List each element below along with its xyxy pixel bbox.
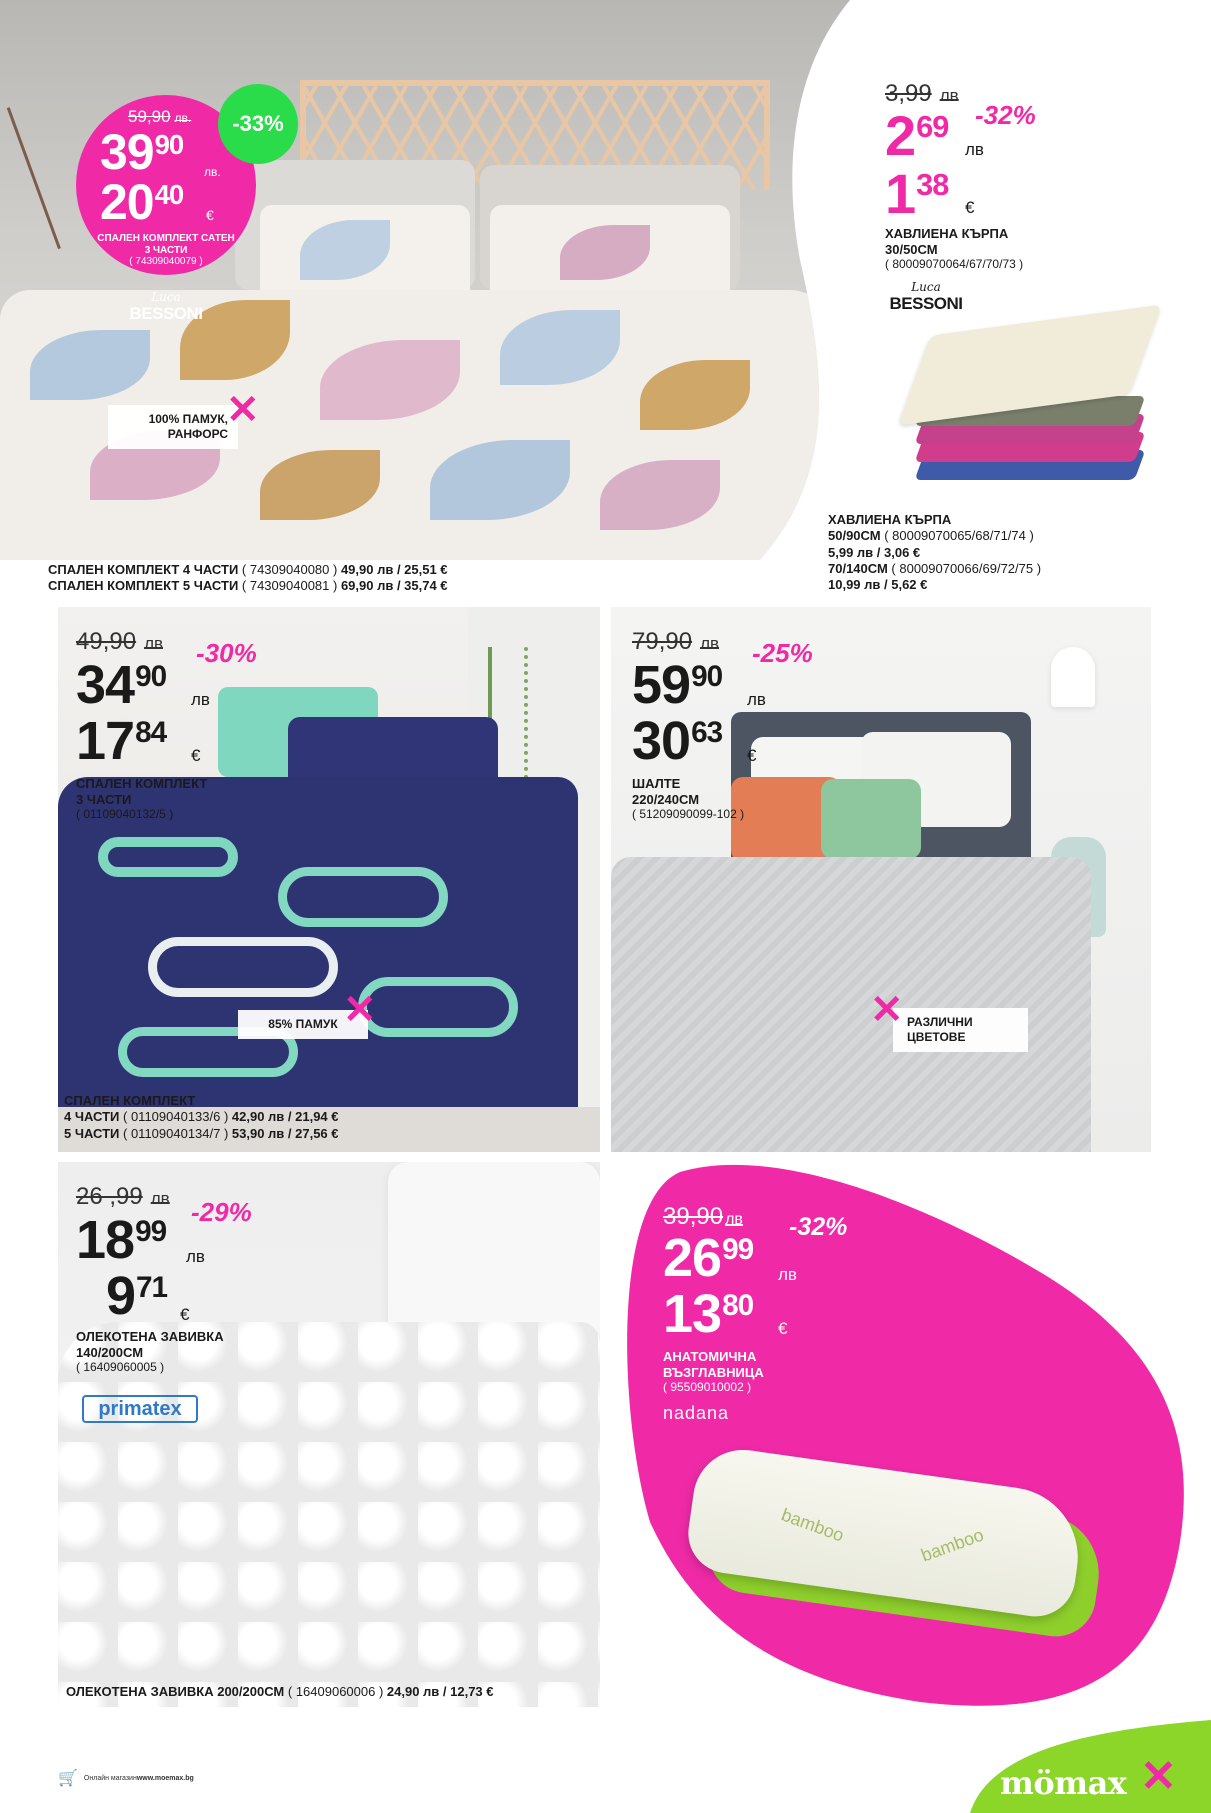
eur-sup: 63: [691, 716, 723, 749]
price-main: 26: [663, 1228, 722, 1288]
satin-variants: [48, 562, 448, 595]
eur-sup: 40: [154, 179, 184, 210]
x-marker-icon: ✕: [870, 988, 904, 1032]
nadana-logo: nadana: [663, 1403, 730, 1423]
material-tag-satin: [108, 405, 238, 449]
price-sup: 90: [135, 660, 167, 693]
product-name-2: 3 ЧАСТИ: [76, 791, 132, 807]
price-main: 2: [885, 104, 916, 167]
product-name: АНАТОМИЧНА: [663, 1349, 757, 1364]
variant-code: ( 01109040134/7 ): [119, 1125, 232, 1141]
product-code: ( 95509010002 ): [663, 1380, 752, 1395]
variant-price: 42,90 лв / 21,94 €: [231, 1109, 339, 1125]
eur-sup: 80: [722, 1289, 754, 1322]
variant-code: ( 80009070066/69/72/75 ): [887, 560, 1042, 576]
discount-text: -29%: [191, 1197, 252, 1227]
pillow-print: bamboo: [778, 1504, 847, 1546]
tag-line-2: ЦВЕТОВЕ: [907, 1030, 966, 1044]
price-sup: 90: [154, 129, 184, 160]
price-sup: 69: [916, 109, 949, 144]
eur-main: 17: [76, 711, 135, 771]
variant-size: 50/90СМ: [828, 528, 881, 544]
old-price: 49,90: [76, 628, 137, 655]
old-price: 3,99: [885, 80, 932, 107]
colors-tag-bedspread: [893, 1008, 1028, 1052]
cart-icon: 🛒: [58, 1770, 78, 1787]
eur-sup: 38: [916, 167, 949, 202]
variant-code: ( 16409060006 ): [284, 1684, 387, 1699]
variant-price: 10,99 лв / 5,62 €: [828, 577, 928, 592]
variant-price: 24,90 лв / 12,73 €: [386, 1684, 494, 1699]
variant-name: ОЛЕКОТЕНА ЗАВИВКА 200/200СМ: [66, 1684, 285, 1699]
eur-unit: €: [965, 198, 975, 217]
price-sup: 99: [722, 1233, 754, 1266]
price-unit: лв: [965, 140, 984, 159]
variant-price: 53,90 лв / 27,56 €: [231, 1125, 339, 1141]
towel-price-block: [885, 80, 1185, 280]
eur-main: 13: [663, 1284, 722, 1344]
variant-label: 4 ЧАСТИ: [64, 1109, 120, 1125]
satin-set-photo: [0, 0, 850, 560]
variant-label: 5 ЧАСТИ: [64, 1125, 120, 1141]
towel-photo: [890, 300, 1170, 510]
product-name: СПАЛЕН КОМПЛЕКТ: [76, 776, 208, 791]
momax-logo[interactable]: [1000, 1764, 1126, 1802]
product-name-2: 220/240СМ: [632, 791, 700, 807]
variant-size: 70/140СМ: [828, 560, 888, 576]
tag-line: 85% ПАМУК: [268, 1017, 338, 1031]
product-name: ОЛЕКОТЕНА ЗАВИВКА: [76, 1329, 224, 1344]
old-price: 79,90: [632, 628, 693, 655]
eur-unit: €: [747, 746, 757, 765]
product-name: ШАЛТЕ: [632, 776, 681, 791]
product-name: СПАЛЕН КОМПЛЕКТ САТЕН: [97, 233, 235, 244]
old-price-unit: лв: [150, 1189, 170, 1208]
eur-main: 20: [100, 174, 154, 230]
old-price-unit: лв.: [174, 111, 192, 125]
product-code: ( 74309040079 ): [129, 256, 203, 267]
discount-text: -32%: [975, 100, 1036, 130]
price-unit: лв: [186, 1247, 205, 1266]
variant-price: 69,90 лв / 35,74 €: [340, 578, 448, 594]
online-shop-link[interactable]: [58, 1768, 194, 1788]
eur-unit: €: [206, 207, 214, 223]
price-main: 34: [76, 655, 135, 715]
eur-sup: 84: [135, 716, 167, 749]
variant-price: 5,99 лв / 3,06 €: [828, 544, 921, 560]
product-name: ХАВЛИЕНА КЪРПА: [885, 226, 1009, 241]
eur-main: 1: [885, 162, 916, 225]
variant-code: ( 80009070065/68/71/74 ): [880, 528, 1034, 544]
eur-main: 9: [106, 1266, 136, 1326]
old-price-unit: лв: [939, 86, 959, 105]
product-name-2: 3 ЧАСТИ: [144, 244, 188, 256]
product-name-2: ВЪЗГЛАВНИЦА: [663, 1364, 764, 1380]
pillow-photo: [690, 1445, 1120, 1645]
discount-text: -30%: [196, 638, 257, 668]
product-code: ( 01109040132/5 ): [76, 807, 174, 822]
variant-code: ( 01109040133/6 ): [119, 1109, 232, 1125]
price-unit: лв: [191, 690, 210, 709]
shop-url: www.moemax.bg: [136, 1774, 194, 1782]
brand-name: primatex: [98, 1398, 182, 1420]
brand-name: BESSONI: [129, 304, 203, 323]
bessoni-logo: [125, 290, 207, 324]
tag-line-1: 100% ПАМУК,: [148, 412, 228, 426]
eur-unit: €: [180, 1305, 190, 1324]
old-price: 26 ,99: [76, 1183, 143, 1210]
old-price: 59,90: [128, 107, 171, 126]
variant-code: ( 74309040080 ): [238, 562, 341, 577]
price-unit: лв: [778, 1265, 797, 1284]
eur-sup: 71: [136, 1271, 168, 1304]
price-unit: лв.: [204, 165, 221, 179]
eur-unit: €: [778, 1319, 788, 1338]
old-price-unit: лв: [700, 634, 720, 653]
brand-name: BESSONI: [889, 294, 963, 313]
brand-script: Luca: [911, 280, 941, 294]
price-main: 39: [100, 124, 154, 180]
product-code: ( 51209090099-102 ): [632, 807, 745, 822]
old-price-unit: лв: [725, 1211, 743, 1228]
product-name-2: 30/50СМ: [885, 241, 938, 257]
tag-line-1: РАЗЛИЧНИ: [907, 1015, 973, 1029]
discount-text: -32%: [789, 1213, 848, 1241]
product-name-2: 140/200СМ: [76, 1344, 144, 1360]
product-code: ( 16409060005 ): [76, 1360, 165, 1375]
discount-text: -33%: [232, 111, 284, 136]
product-code: ( 80009070064/67/70/73 ): [885, 257, 1024, 272]
old-price-unit: лв: [144, 634, 164, 653]
logo-x-icon: ✕: [1140, 1752, 1177, 1801]
discount-badge-satin: [218, 84, 298, 164]
logo-text: mömax: [1000, 1764, 1127, 1802]
price-main: 18: [76, 1210, 135, 1270]
price-main: 59: [632, 655, 691, 715]
towel-variants: [828, 512, 1041, 593]
variant-price: 49,90 лв / 25,51 €: [340, 562, 448, 577]
note-title: ХАВЛИЕНА КЪРПА: [828, 512, 952, 527]
price-sup: 99: [135, 1215, 167, 1248]
x-marker-icon: ✕: [343, 988, 377, 1032]
brand-script: Luca: [151, 290, 181, 304]
eur-unit: €: [191, 746, 201, 765]
pillow-print: bamboo: [918, 1524, 987, 1566]
online-label: Онлайн магазин: [83, 1774, 137, 1782]
primatex-logo: [82, 1395, 198, 1423]
discount-text: -25%: [752, 638, 813, 668]
x-marker-icon: ✕: [226, 388, 260, 432]
variant-code: ( 74309040081 ): [238, 578, 341, 594]
duvet-variant: [66, 1684, 494, 1700]
tag-line-2: РАНФОРС: [167, 427, 228, 441]
variant-name: СПАЛЕН КОМПЛЕКТ 4 ЧАСТИ: [48, 562, 239, 577]
old-price: 39,90: [663, 1203, 724, 1230]
variant-name: СПАЛЕН КОМПЛЕКТ 5 ЧАСТИ: [48, 578, 239, 594]
note-title: СПАЛЕН КОМПЛЕКТ: [64, 1093, 196, 1108]
price-sup: 90: [691, 660, 723, 693]
bed-set-variants: [64, 1093, 339, 1142]
price-unit: лв: [747, 690, 766, 709]
eur-main: 30: [632, 711, 691, 771]
